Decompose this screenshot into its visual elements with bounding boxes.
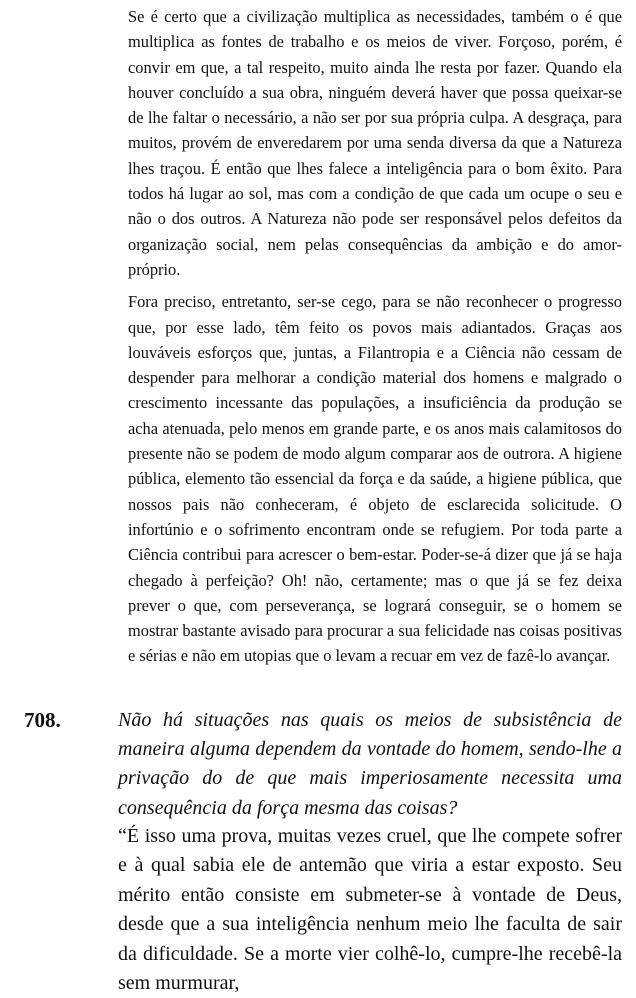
question-number: 708. [24,708,61,732]
answer-text: “É isso uma prova, muitas vezes cruel, que lhe compete sofrer e à qual sabia ele de antemão que viria a estar exposto. Seu mérito então consiste em submeter-se à vontade de Deus, desde que a sua inteligência nenhum meio lhe faculta de sair da dificuldade. Se a morte vier colhê-lo, cumpre-lhe recebê-la sem murmurar, [118,825,622,995]
commentary-block [128,4,622,669]
commentary-paragraph-1: Se é certo que a civilização multiplica as necessidades, também o é que multiplica as fontes de trabalho e os meios de viver. Forçoso, porém, é convir em que, a tal respeito, muito ainda lhe resta por fazer. Quando ela houver concluído a sua obra, ninguém deverá haver que possa queixar-se de lhe faltar o necessário, a não ser por sua própria culpa. A desgraça, para muitos, provém de enveredarem por uma senda diversa da que a Natureza lhes traçou. É então que lhes falece a inteligência para o bom êxito. Para todos há lugar ao sol, mas com a condição de que cada um ocupe o seu e não o dos outros. A Natureza não pode ser responsável pelos defeitos da organização social, nem pelas consequências da ambição e do amor-próprio. [128,7,622,279]
commentary-paragraph-2: Fora preciso, entretanto, ser-se cego, para se não reconhecer o progresso que, por esse lado, têm feito os povos mais adiantados. Graças aos louváveis esforços que, juntas, a Filantropia e a Ciência não cessam de despender para melhorar a condição material dos homens e malgrado o crescimento incessante das populações, a insuficiência da produção se acha atenuada, pelo menos em grande parte, e os anos mais calamitosos do presente não se podem de modo algum comparar aos de outrora. A higiene pública, elemento tão essencial da força e da saúde, a higiene pública, que nossos pais não conheceram, é objeto de esclarecida solicitude. O infortúnio e o sofrimento encontram onde se refugiem. Por toda parte a Ciência contribui para acrescer o bem-estar. Poder-se-á dizer que já se haja chegado à perfeição? Oh! não, certamente; mas o que já se fez deixa prever o que, com perseverança, se logrará conseguir, se o homem se mostrar bastante avisado para procurar a sua felicidade nas coisas positivas e sérias e não em utopias que o levam a recuar em vez de fazê-lo avançar. [128,292,622,666]
question-text: Não há situações nas quais os meios de subsistência de maneira alguma dependem da vontade do homem, sendo-lhe a privação do de que mais imperiosamente necessita uma consequência da força mesma das coisas? [118,709,622,819]
